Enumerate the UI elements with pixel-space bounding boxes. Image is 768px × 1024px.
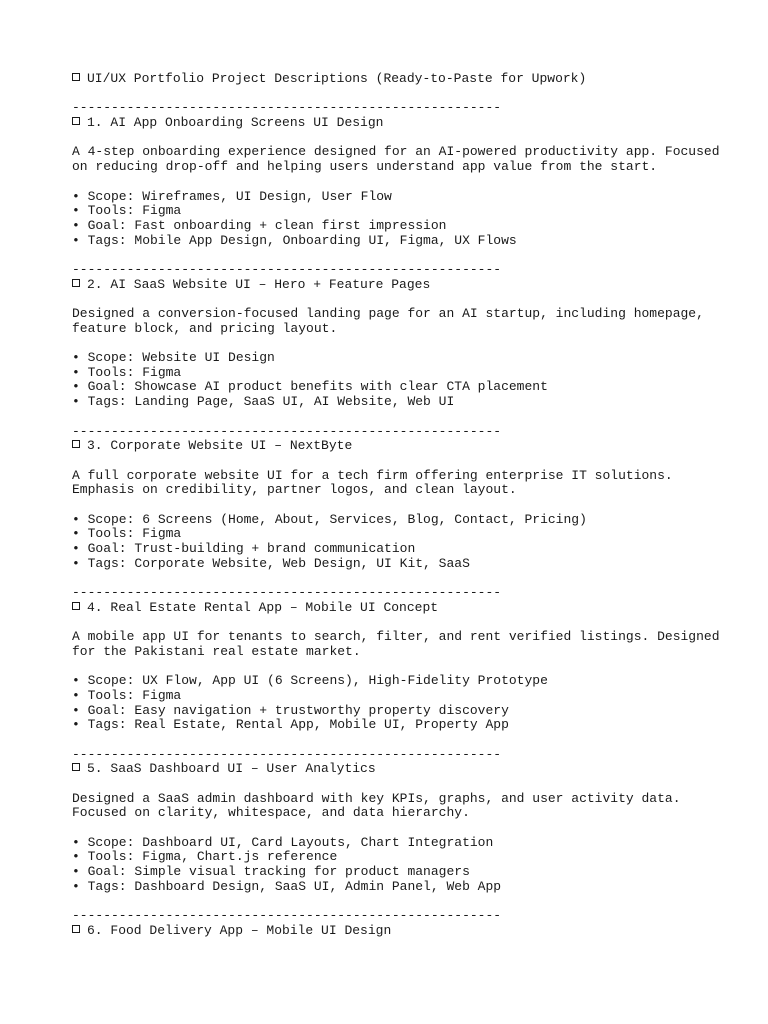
section-heading-text: 5. SaaS Dashboard UI – User Analytics xyxy=(87,761,376,777)
bullet-item: • Tools: Figma xyxy=(72,687,182,703)
bullet-item: • Tags: Dashboard Design, SaaS UI, Admin Panel, Web App xyxy=(72,878,502,894)
section-bullets xyxy=(72,836,732,895)
section-heading xyxy=(72,924,732,939)
section-description xyxy=(72,145,732,174)
document-title: UI/UX Portfolio Project Descriptions (Ready-to-Paste for Upwork) xyxy=(87,71,587,86)
bullet-item: • Tools: Figma xyxy=(72,526,182,542)
bullet-item: • Scope: Wireframes, UI Design, User Flow xyxy=(72,188,392,204)
section-divider: ------------------------------------------------------- xyxy=(72,908,502,924)
document-title-row xyxy=(72,72,732,87)
section-heading xyxy=(72,278,732,293)
description-line: Emphasis on credibility, partner logos, and clean layout. xyxy=(72,482,517,498)
section-description xyxy=(72,469,732,498)
section-description xyxy=(72,307,732,336)
section-divider: ------------------------------------------------------- xyxy=(72,585,502,601)
section-description xyxy=(72,792,732,821)
project-section xyxy=(72,263,732,410)
section-divider: ------------------------------------------------------- xyxy=(72,100,502,116)
description-line: Designed a SaaS admin dashboard with key KPIs, graphs, and user activity data. xyxy=(72,790,681,806)
section-heading xyxy=(72,601,732,616)
section-heading xyxy=(72,116,732,131)
section-bullets xyxy=(72,351,732,410)
square-bullet-icon xyxy=(72,925,80,933)
description-line: A full corporate website UI for a tech firm offering enterprise IT solutions. xyxy=(72,467,673,483)
description-line: Focused on clarity, whitespace, and data hierarchy. xyxy=(72,805,470,821)
bullet-item: • Scope: 6 Screens (Home, About, Services, Blog, Contact, Pricing) xyxy=(72,511,587,527)
bullet-item: • Goal: Simple visual tracking for product managers xyxy=(72,864,470,880)
section-divider: ------------------------------------------------------- xyxy=(72,746,502,762)
bullet-item: • Tags: Mobile App Design, Onboarding UI, Figma, UX Flows xyxy=(72,232,517,248)
bullet-item: • Tools: Figma, Chart.js reference xyxy=(72,849,338,865)
description-line: A 4-step onboarding experience designed for an AI-powered productivity app. Focused xyxy=(72,144,720,160)
section-bullets xyxy=(72,674,732,733)
section-heading-text: 1. AI App Onboarding Screens UI Design xyxy=(87,115,384,131)
square-bullet-icon xyxy=(72,117,80,125)
bullet-item: • Goal: Easy navigation + trustworthy property discovery xyxy=(72,702,509,718)
bullet-item: • Scope: UX Flow, App UI (6 Screens), High-Fidelity Prototype xyxy=(72,673,548,689)
section-heading xyxy=(72,762,732,777)
project-section xyxy=(72,425,732,572)
section-heading-text: 3. Corporate Website UI – NextByte xyxy=(87,438,353,454)
section-bullets xyxy=(72,190,732,249)
square-bullet-icon xyxy=(72,763,80,771)
project-section xyxy=(72,101,732,248)
sections-container xyxy=(72,101,732,938)
bullet-item: • Goal: Fast onboarding + clean first impression xyxy=(72,217,447,233)
section-bullets xyxy=(72,513,732,572)
bullet-item: • Tools: Figma xyxy=(72,364,182,380)
bullet-item: • Tools: Figma xyxy=(72,203,182,219)
section-heading-text: 2. AI SaaS Website UI – Hero + Feature Pages xyxy=(87,276,431,292)
square-bullet-icon xyxy=(72,440,80,448)
project-section xyxy=(72,909,732,938)
bullet-item: • Tags: Real Estate, Rental App, Mobile UI, Property App xyxy=(72,717,509,733)
bullet-item: • Scope: Website UI Design xyxy=(72,350,275,366)
project-section xyxy=(72,586,732,733)
section-heading xyxy=(72,439,732,454)
section-heading-text: 4. Real Estate Rental App – Mobile UI Concept xyxy=(87,599,439,615)
section-divider: ------------------------------------------------------- xyxy=(72,261,502,277)
bullet-item: • Tags: Corporate Website, Web Design, UI Kit, SaaS xyxy=(72,555,470,571)
description-line: for the Pakistani real estate market. xyxy=(72,643,361,659)
bullet-item: • Tags: Landing Page, SaaS UI, AI Website, Web UI xyxy=(72,394,455,410)
section-description xyxy=(72,630,732,659)
description-line: Designed a conversion-focused landing page for an AI startup, including homepage, xyxy=(72,306,704,321)
section-divider: ------------------------------------------------------- xyxy=(72,423,502,439)
project-section xyxy=(72,748,732,895)
document-page xyxy=(72,72,732,953)
square-bullet-icon xyxy=(72,279,80,287)
section-heading-text: 6. Food Delivery App – Mobile UI Design xyxy=(87,922,392,938)
bullet-item: • Scope: Dashboard UI, Card Layouts, Chart Integration xyxy=(72,834,494,850)
description-line: feature block, and pricing layout. xyxy=(72,320,338,336)
bullet-item: • Goal: Trust-building + brand communication xyxy=(72,541,416,556)
square-bullet-icon xyxy=(72,602,80,610)
description-line: A mobile app UI for tenants to search, filter, and rent verified listings. Designed xyxy=(72,629,720,645)
square-bullet-icon xyxy=(72,73,80,81)
bullet-item: • Goal: Showcase AI product benefits with clear CTA placement xyxy=(72,379,548,395)
description-line: on reducing drop-off and helping users understand app value from the start. xyxy=(72,159,658,175)
